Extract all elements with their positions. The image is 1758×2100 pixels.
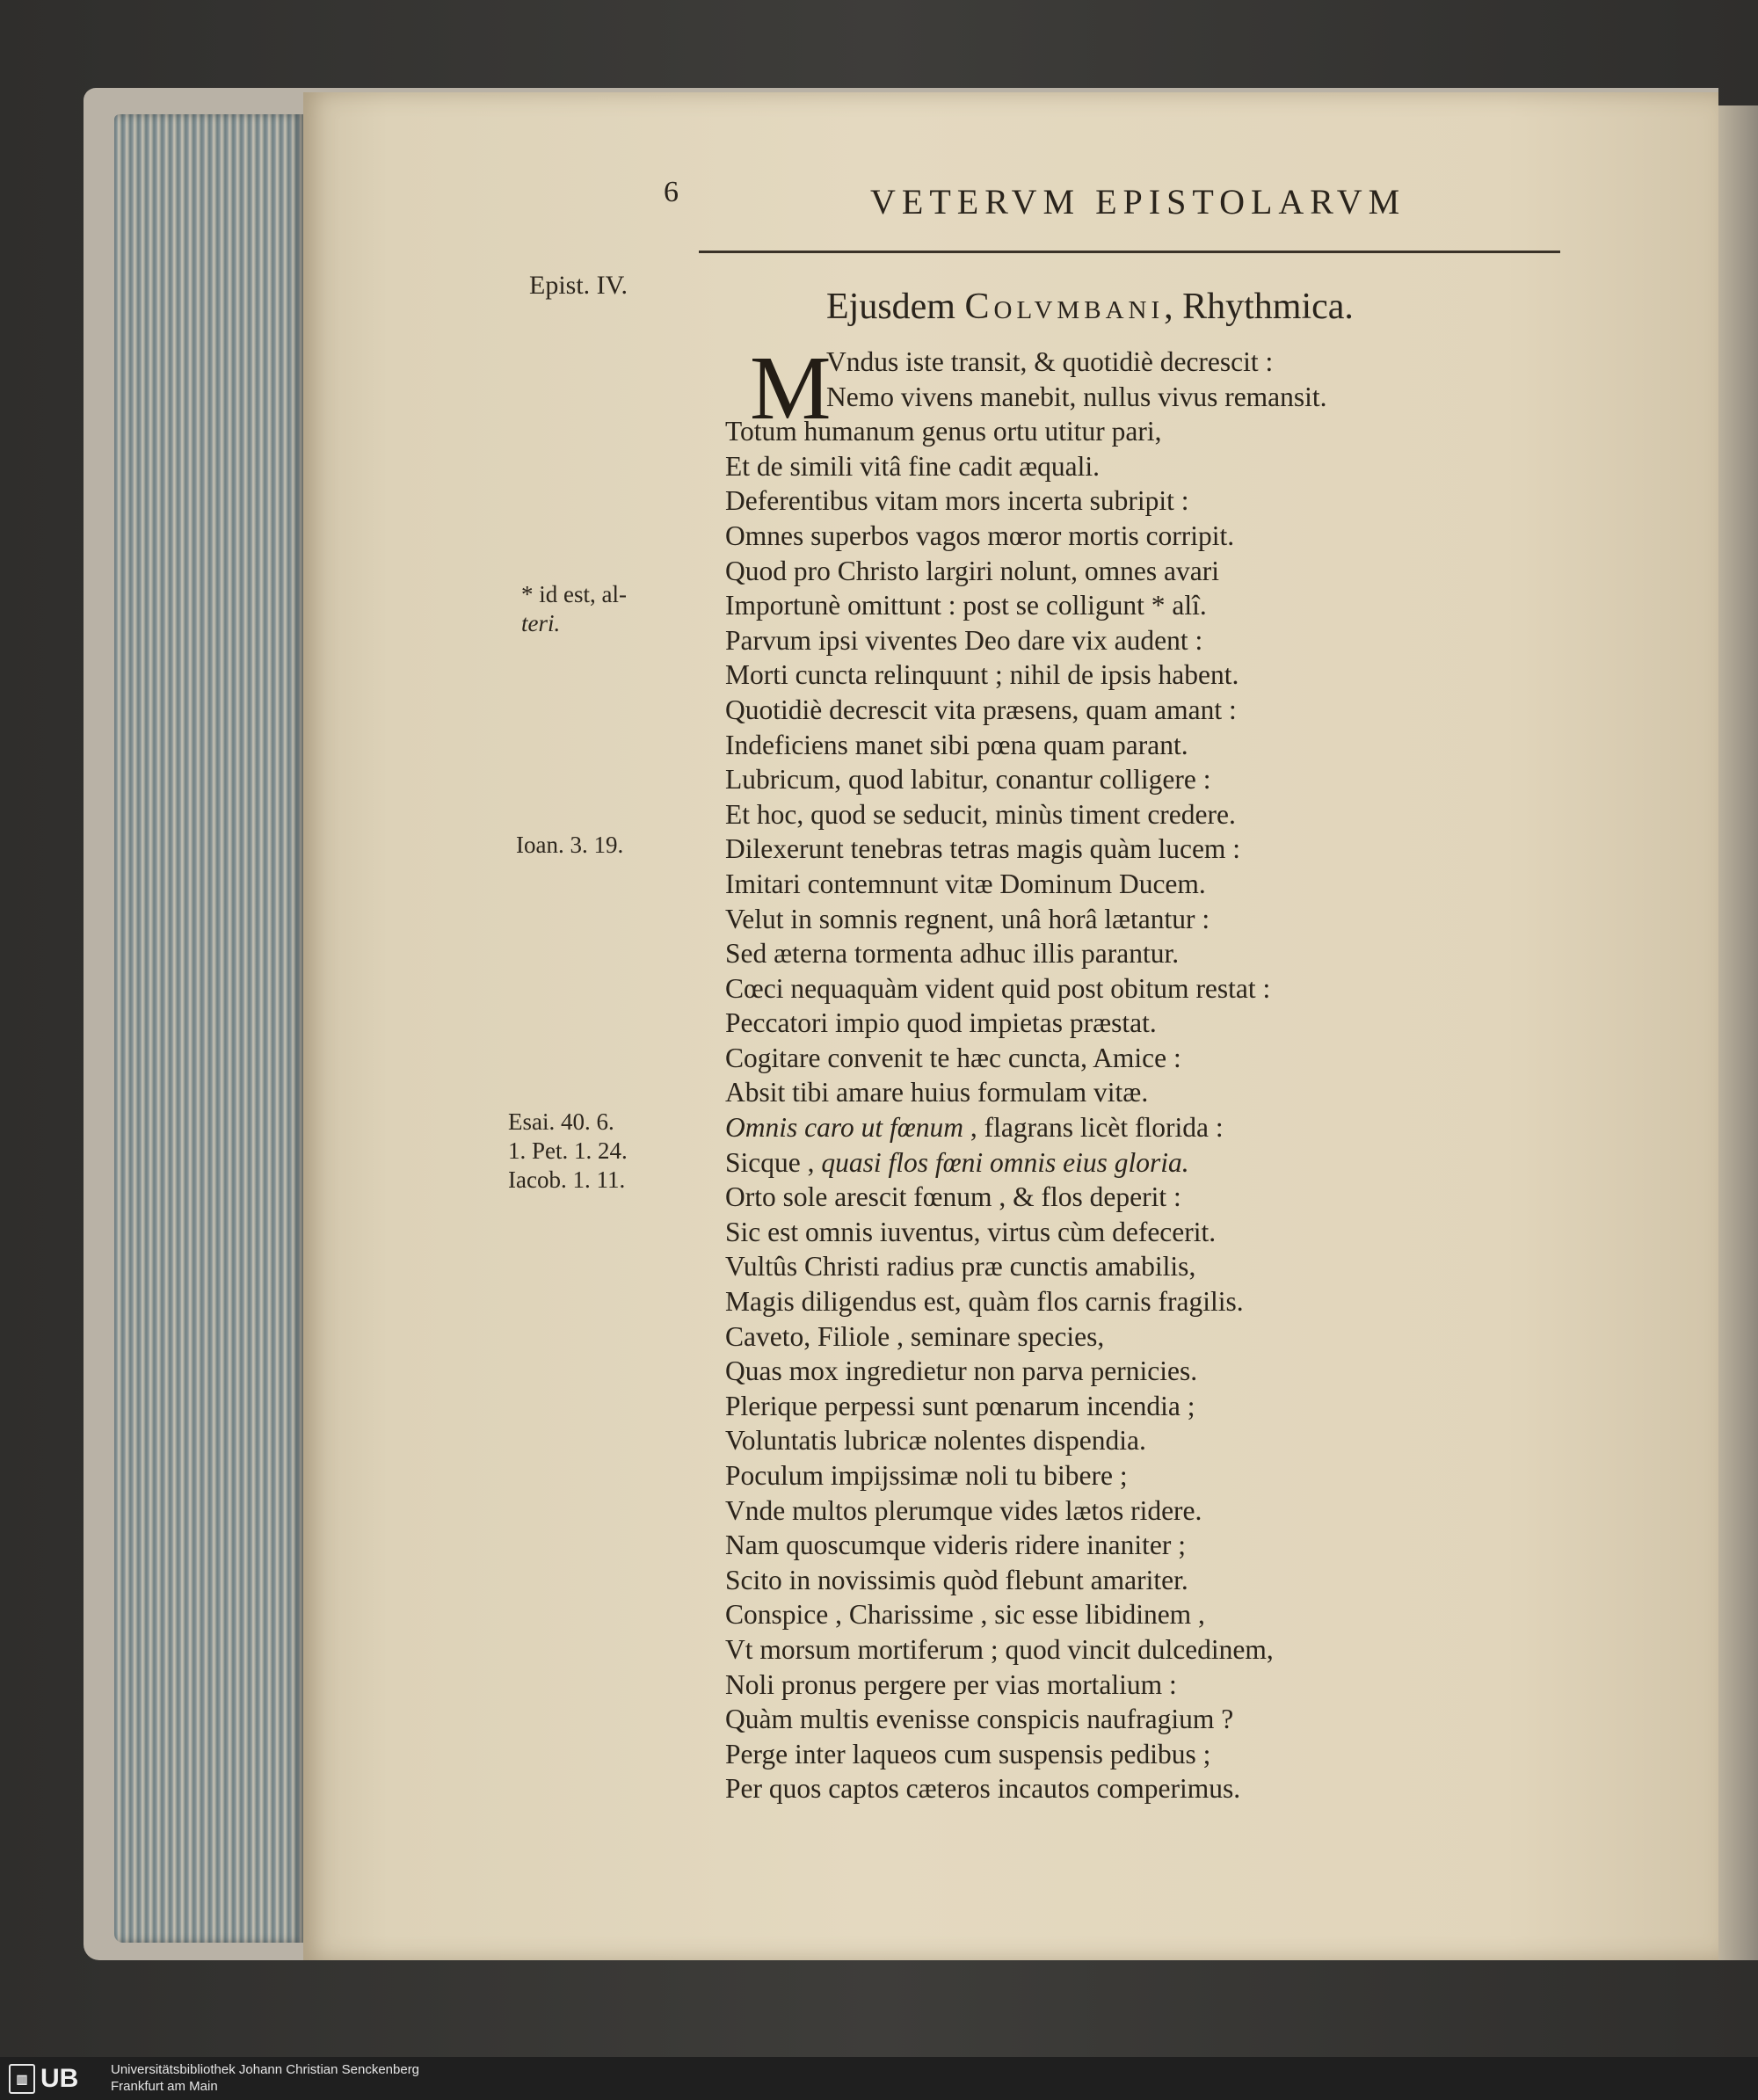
poem-line: Totum humanum genus ortu utitur pari, (725, 416, 1162, 447)
facing-page-edge (1718, 105, 1758, 1960)
poem-line: Cogitare convenit te hæc cuncta, Amice : (725, 1042, 1181, 1073)
library-footer (0, 2057, 1758, 2100)
heading-suffix: , Rhythmica. (1164, 287, 1354, 327)
poem-line: Scito in novissimis quòd flebunt amariter. (725, 1564, 1188, 1595)
poem-line (725, 1110, 1481, 1145)
poem-line: Et de simili vitâ fine cadit æquali. (725, 450, 1101, 482)
page-stack-edge (114, 114, 303, 1943)
margin-ref-ioan: Ioan. 3. 19. (516, 832, 624, 858)
header-rule (699, 251, 1560, 253)
page-number: 6 (664, 176, 679, 208)
ub-logo (9, 2064, 97, 2094)
poem-line: Sic est omnis iuventus, virtus cùm defecerit. (725, 1216, 1217, 1247)
poem-line: Vnde multos plerumque vides lætos ridere. (725, 1494, 1202, 1526)
poem-line: Importunè omittunt : post se colligunt * alî. (725, 590, 1207, 621)
poem-line: Noli pronus pergere per vias mortalium : (725, 1668, 1177, 1700)
library-building-icon: ▥ (9, 2064, 35, 2094)
heading-prefix: Ejusdem (826, 287, 955, 327)
poem-line: Per quos captos cæteros incautos comperimus. (725, 1773, 1241, 1805)
poem-line: Omnes superbos vagos mœror mortis corripit. (725, 520, 1235, 551)
page-header (664, 176, 1420, 237)
poem-line: Parvum ipsi viventes Deo dare vix audent : (725, 624, 1203, 656)
poem-line: Lubricum, quod labitur, conantur colligere : (725, 764, 1211, 796)
margin-gloss-line-2: teri. (521, 610, 561, 636)
heading-name: Colvmbani (964, 287, 1165, 327)
scripture-quote: quasi flos fœni omnis eius gloria. (821, 1146, 1189, 1178)
drop-cap: M (750, 338, 832, 439)
margin-ref-pet: 1. Pet. 1. 24. (508, 1137, 628, 1164)
scripture-quote: Omnis caro ut fœnum (725, 1112, 963, 1144)
running-title: VETERVM EPISTOLARVM (870, 182, 1406, 222)
line-text: , flagrans licèt florida : (963, 1112, 1224, 1144)
poem-line: Et hoc, quod se seducit, minùs timent credere. (725, 798, 1236, 830)
poem-line: Quod pro Christo largiri nolunt, omnes avari (725, 555, 1219, 586)
poem-line: Peccatori impio quod impietas præstat. (725, 1007, 1157, 1039)
margin-ref-iacob: Iacob. 1. 11. (508, 1166, 626, 1193)
institution-line-1: Universitätsbibliothek Johann Christian Senckenberg (111, 2062, 420, 2077)
poem-line (725, 1145, 1481, 1181)
poem-line: Quotidiè decrescit vita præsens, quam amant : (725, 694, 1237, 725)
poem-line: Morti cuncta relinquunt ; nihil de ipsis habent. (725, 659, 1239, 691)
poem-line: Vt morsum mortiferum ; quod vincit dulcedinem, (725, 1633, 1274, 1665)
poem-line: Indeficiens manet sibi pœna quam parant. (725, 729, 1188, 760)
poem-line: Cœci nequaquàm vident quid post obitum restat : (725, 972, 1271, 1004)
poem-line: Quàm multis evenisse conspicis naufragium ? (725, 1704, 1234, 1735)
line-text: Sicque , (725, 1146, 822, 1178)
poem-line: Velut in somnis regnent, unâ horâ lætantur : (725, 903, 1210, 934)
poem-line: Nemo vivens manebit, nullus vivus remansit. (826, 381, 1327, 412)
poem-line: Vultûs Christi radius præ cunctis amabilis, (725, 1251, 1196, 1283)
institution-name (111, 2061, 419, 2095)
poem-line: Magis diligendus est, quàm flos carnis fragilis. (725, 1286, 1244, 1318)
poem-line: Conspice , Charissime , sic esse libidinem , (725, 1599, 1205, 1631)
poem-line: Imitari contemnunt vitæ Dominum Ducem. (725, 868, 1206, 899)
margin-ref-esai: Esai. 40. 6. (508, 1108, 614, 1135)
poem-line: Orto sole arescit fœnum , & flos deperit : (725, 1181, 1181, 1213)
poem-line: Nam quoscumque videris ridere inaniter ; (725, 1530, 1186, 1561)
poem-line: Dilexerunt tenebras tetras magis quàm lucem : (725, 833, 1241, 865)
poem-line: Perge inter laqueos cum suspensis pedibus ; (725, 1738, 1211, 1769)
margin-gloss-line-1: * id est, al- (521, 581, 627, 607)
poem-body (725, 338, 1481, 1806)
poem-line: Sed æterna tormenta adhuc illis parantur. (725, 938, 1180, 970)
ub-logo-text: UB (40, 2064, 79, 2093)
poem-line: Caveto, Filiole , seminare species, (725, 1320, 1105, 1352)
poem-line: Plerique perpessi sunt pœnarum incendia ; (725, 1390, 1195, 1421)
epistle-heading (826, 286, 1354, 328)
poem-line: Voluntatis lubricæ nolentes dispendia. (725, 1425, 1146, 1457)
poem-line: Absit tibi amare huius formulam vitæ. (725, 1077, 1149, 1108)
institution-line-2: Frankfurt am Main (111, 2079, 218, 2094)
margin-epistle-number: Epist. IV. (529, 271, 628, 300)
poem-line: Poculum impijssimæ noli tu bibere ; (725, 1460, 1128, 1491)
poem-line: Deferentibus vitam mors incerta subripit : (725, 485, 1189, 517)
poem-line: Quas mox ingredietur non parva pernicies. (725, 1355, 1198, 1387)
poem-line: Vndus iste transit, & quotidiè decrescit : (826, 346, 1274, 377)
